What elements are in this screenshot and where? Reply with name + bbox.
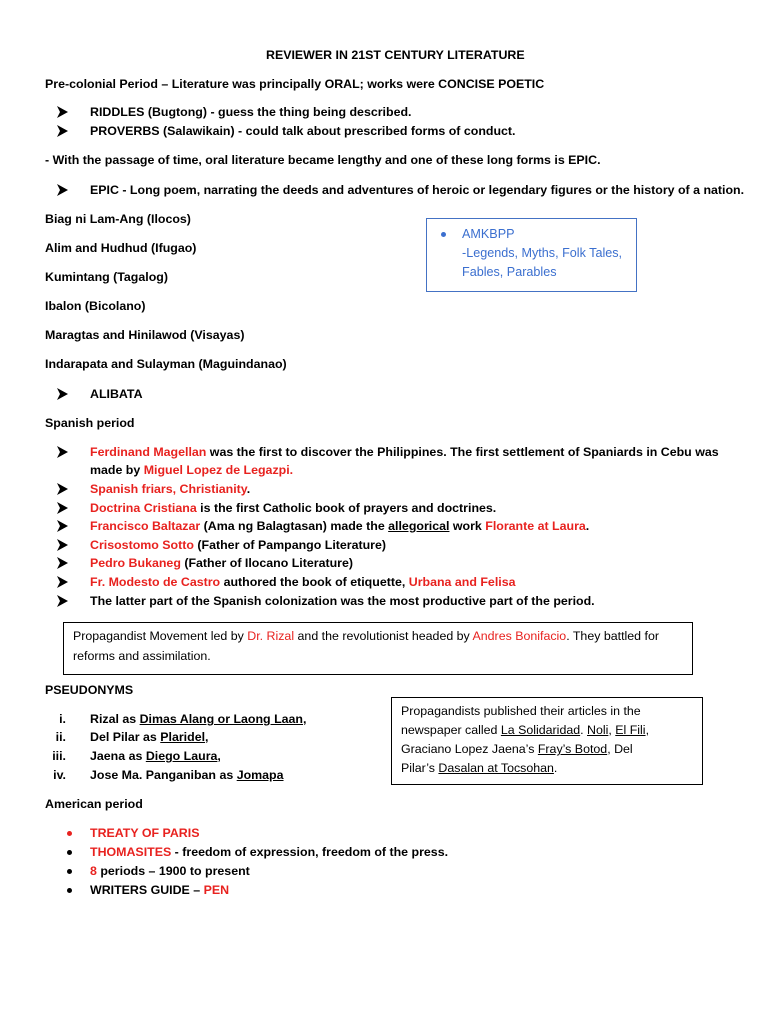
arrow-bullet-icon xyxy=(57,557,68,569)
alibata-item: ALIBATA xyxy=(90,387,143,401)
baltazar-text: (Ama ng Balagtasan) made the xyxy=(200,519,389,533)
separator: , xyxy=(645,723,650,737)
precolonial-heading: Pre-colonial Period – Literature was principally ORAL; works were CONCISE POETIC xyxy=(45,77,545,91)
bullet-dot-icon xyxy=(441,232,446,237)
magellan-name: Ferdinand Magellan xyxy=(90,445,207,459)
pseudonym-comma: , xyxy=(205,730,209,744)
arrow-bullet-icon xyxy=(57,125,68,137)
propaganda-text-3: . They battled for xyxy=(566,629,659,643)
magellan-item xyxy=(90,444,719,461)
propaganda-text-2: and the revolutionist headed by xyxy=(294,629,473,643)
writers-guide-item xyxy=(90,882,229,899)
bonifacio-name: Andres Bonifacio xyxy=(472,629,567,643)
bullet-dot-icon xyxy=(67,869,72,874)
arrow-bullet-icon xyxy=(57,184,68,196)
sotto-item xyxy=(90,537,386,554)
pseudonym-jaena xyxy=(90,748,221,765)
roman-numeral: ii. xyxy=(55,730,66,744)
propaganda-line1 xyxy=(73,627,659,646)
latter-part-item: The latter part of the Spanish colonization was the most productive part of the period. xyxy=(90,594,595,608)
pseudonym-owner: Del Pilar as xyxy=(90,730,161,744)
thomasites-text: - freedom of expression, freedom of the press. xyxy=(171,845,449,859)
arrow-bullet-icon xyxy=(57,520,68,532)
american-heading: American period xyxy=(45,797,143,811)
rizal-name: Dr. Rizal xyxy=(247,629,295,643)
legazpi-prefix: made by xyxy=(90,463,144,477)
del-text: , Del xyxy=(607,742,633,756)
propaganda-text: Propagandist Movement led by xyxy=(73,629,248,643)
pseudonym-name: Diego Laura xyxy=(145,749,218,763)
pseudonym-owner: Jose Ma. Panganiban as xyxy=(90,768,237,782)
legazpi-line xyxy=(90,462,293,479)
propaganda-box xyxy=(63,622,693,675)
pseudonym-panganiban xyxy=(90,767,284,784)
epic-list-item: Biag ni Lam-Ang (Ilocos) xyxy=(45,212,191,226)
urbana-title: Urbana and Felisa xyxy=(408,575,516,589)
newspaper-line1: Propagandists published their articles in the xyxy=(401,704,641,718)
arrow-bullet-icon xyxy=(57,595,68,607)
friars-text: Spanish friars, Christianity xyxy=(90,482,247,496)
noli-title: Noli xyxy=(587,723,609,737)
separator: . xyxy=(580,723,588,737)
thomasites-name: THOMASITES xyxy=(90,845,172,859)
page-title: REVIEWER IN 21ST CENTURY LITERATURE xyxy=(266,48,525,62)
pen-text: PEN xyxy=(203,883,230,897)
baltazar-period: . xyxy=(585,519,590,533)
newspaper-line3 xyxy=(401,740,633,759)
newspaper-line4 xyxy=(401,759,557,778)
pseudonym-owner: Rizal as xyxy=(90,712,140,726)
period: . xyxy=(553,761,558,775)
magellan-text: was the first to discover the Philippines. The first settlement of Spaniards in Cebu was xyxy=(206,445,719,459)
treaty-item: TREATY OF PARIS xyxy=(90,826,200,840)
friars-item xyxy=(90,481,250,498)
baltazar-item xyxy=(90,518,589,535)
riddles-item: RIDDLES (Bugtong) - guess the thing being described. xyxy=(90,105,412,119)
newspaper-line2 xyxy=(401,721,649,740)
epic-item: EPIC - Long poem, narrating the deeds and adventures of heroic or legendary figures or the history of a nation. xyxy=(90,183,745,197)
pseudonym-rizal xyxy=(90,711,306,728)
jaena-text: Graciano Lopez Jaena’s xyxy=(401,742,538,756)
arrow-bullet-icon xyxy=(57,576,68,588)
epic-list-item: Ibalon (Bicolano) xyxy=(45,299,146,313)
doctrina-text: is the first Catholic book of prayers and doctrines. xyxy=(196,501,497,515)
pseudonym-name: Dimas Alang or Laong Laan xyxy=(139,712,303,726)
frays-botod-title: Fray’s Botod xyxy=(537,742,608,756)
proverbs-item: PROVERBS (Salawikain) - could talk about prescribed forms of conduct. xyxy=(90,124,516,138)
passage-text: - With the passage of time, oral literature became lengthy and one of these long forms is EPIC. xyxy=(45,153,601,167)
pseudonym-del-pilar xyxy=(90,729,208,746)
arrow-bullet-icon xyxy=(57,539,68,551)
roman-numeral: i. xyxy=(59,712,66,726)
friars-period: . xyxy=(246,482,251,496)
amkbpp-label: AMKBPP xyxy=(462,227,515,241)
doctrina-item xyxy=(90,500,496,517)
arrow-bullet-icon xyxy=(57,388,68,400)
epic-list-item: Maragtas and Hinilawod (Visayas) xyxy=(45,328,245,342)
pseudonym-name: Jomapa xyxy=(236,768,284,782)
legazpi-name: Miguel Lopez de Legazpi. xyxy=(143,463,294,477)
epic-list-item: Alim and Hudhud (Ifugao) xyxy=(45,241,197,255)
castro-text: authored the book of etiquette, xyxy=(220,575,409,589)
writers-guide-text: WRITERS GUIDE – xyxy=(90,883,204,897)
bukaneg-name: Pedro Bukaneg xyxy=(90,556,181,570)
bukaneg-text: (Father of Ilocano Literature) xyxy=(180,556,353,570)
arrow-bullet-icon xyxy=(57,502,68,514)
sotto-name: Crisostomo Sotto xyxy=(90,538,194,552)
la-solidaridad: La Solidaridad xyxy=(500,723,581,737)
bullet-dot-icon xyxy=(67,888,72,893)
castro-name: Fr. Modesto de Castro xyxy=(90,575,221,589)
pseudonym-comma: , xyxy=(217,749,221,763)
bukaneg-item xyxy=(90,555,353,572)
periods-item xyxy=(90,863,250,880)
roman-numeral: iii. xyxy=(52,749,66,763)
arrow-bullet-icon xyxy=(57,106,68,118)
bullet-dot-icon xyxy=(67,831,72,836)
arrow-bullet-icon xyxy=(57,483,68,495)
arrow-bullet-icon xyxy=(57,446,68,458)
pilar-text: Pilar’s xyxy=(401,761,439,775)
pseudonyms-heading: PSEUDONYMS xyxy=(45,683,134,697)
epic-list-item: Kumintang (Tagalog) xyxy=(45,270,168,284)
propaganda-line2: reforms and assimilation. xyxy=(73,649,211,663)
baltazar-work: work xyxy=(449,519,486,533)
spanish-heading: Spanish period xyxy=(45,416,135,430)
roman-numeral: iv. xyxy=(53,768,66,782)
amkbpp-forms-cont: Fables, Parables xyxy=(462,265,557,279)
el-fili-title: El Fili xyxy=(615,723,646,737)
sotto-text: (Father of Pampango Literature) xyxy=(193,538,387,552)
newspaper-box xyxy=(391,697,703,785)
separator: , xyxy=(608,723,616,737)
periods-count: 8 xyxy=(90,864,97,878)
florante-title: Florante at Laura xyxy=(485,519,586,533)
baltazar-name: Francisco Baltazar xyxy=(90,519,201,533)
amkbpp-box xyxy=(426,218,637,292)
amkbpp-forms: -Legends, Myths, Folk Tales, xyxy=(462,246,623,260)
periods-text: periods – 1900 to present xyxy=(96,864,250,878)
pseudonym-name: Plaridel xyxy=(160,730,206,744)
epic-list-item: Indarapata and Sulayman (Maguindanao) xyxy=(45,357,287,371)
bullet-dot-icon xyxy=(67,850,72,855)
pseudonym-comma: , xyxy=(303,712,307,726)
castro-item xyxy=(90,574,515,591)
pseudonym-owner: Jaena as xyxy=(90,749,146,763)
allegorical-word: allegorical xyxy=(388,519,450,533)
thomasites-item xyxy=(90,844,448,861)
doctrina-name: Doctrina Cristiana xyxy=(90,501,197,515)
dasalan-title: Dasalan at Tocsohan xyxy=(438,761,554,775)
newspaper-text: newspaper called xyxy=(401,723,501,737)
